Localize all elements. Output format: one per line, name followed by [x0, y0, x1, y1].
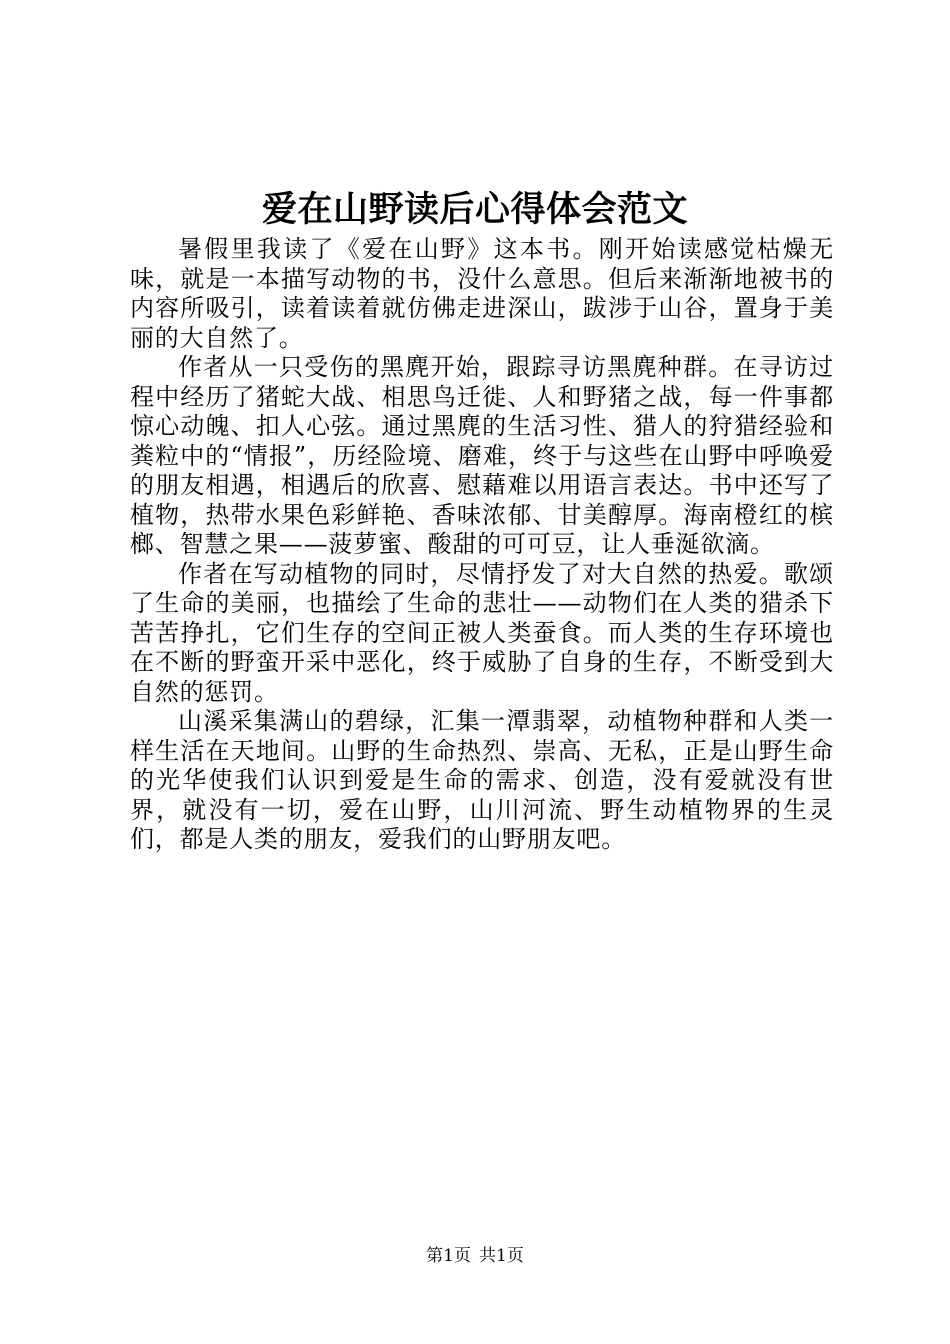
page-number-total: 共1页 — [479, 1246, 524, 1266]
document-title: 爱在山野读后心得体会范文 — [261, 189, 688, 230]
paragraph-2: 作者从一只受伤的黑麂开始，跟踪寻访黑麂种群。在寻访过程中经历了猪蛇大战、相思鸟迁徙、人和野猪之战，每一件事都惊心动魄、扣人心弦。通过黑麂的生活习性、猎人的狩猎经验和粪粒中的“情报”，历经险境、磨难，终于与这些在山野中呼唤爱的朋友相遇，相遇后的欣喜、慰藉难以用语言表达。书中还写了植物，热带水果色彩鲜艳、香味浓郁、甘美醇厚。海南橙红的槟榔、智慧之果——菠萝蜜、酸甜的可可豆，让人垂涎欲滴。 — [130, 353, 834, 558]
paragraph-1: 暑假里我读了《爱在山野》这本书。刚开始读感觉枯燥无味，就是一本描写动物的书，没什么意思。但后来渐渐地被书的内容所吸引，读着读着就仿佛走进深山，跋涉于山谷，置身于美丽的大自然了。 — [130, 235, 834, 352]
paragraph-4: 山溪采集满山的碧绿，汇集一潭翡翠，动植物种群和人类一样生活在天地间。山野的生命热烈、崇高、无私，正是山野生命的光华使我们认识到爱是生命的需求、创造，没有爱就没有世界，就没有一切，爱在山野，山川河流、野生动植物界的生灵们，都是人类的朋友，爱我们的山野朋友吧。 — [130, 707, 834, 853]
paragraph-3: 作者在写动植物的同时，尽情抒发了对大自然的热爱。歌颂了生命的美丽，也描绘了生命的悲壮——动物们在人类的猎杀下苦苦挣扎，它们生存的空间正被人类蚕食。而人类的生存环境也在不断的野蛮开采中恶化，终于威胁了自身的生存，不断受到大自然的惩罚。 — [130, 559, 834, 706]
page-footer — [0, 1245, 950, 1267]
document-body — [130, 235, 834, 855]
page-number-current: 第1页 — [426, 1246, 471, 1266]
